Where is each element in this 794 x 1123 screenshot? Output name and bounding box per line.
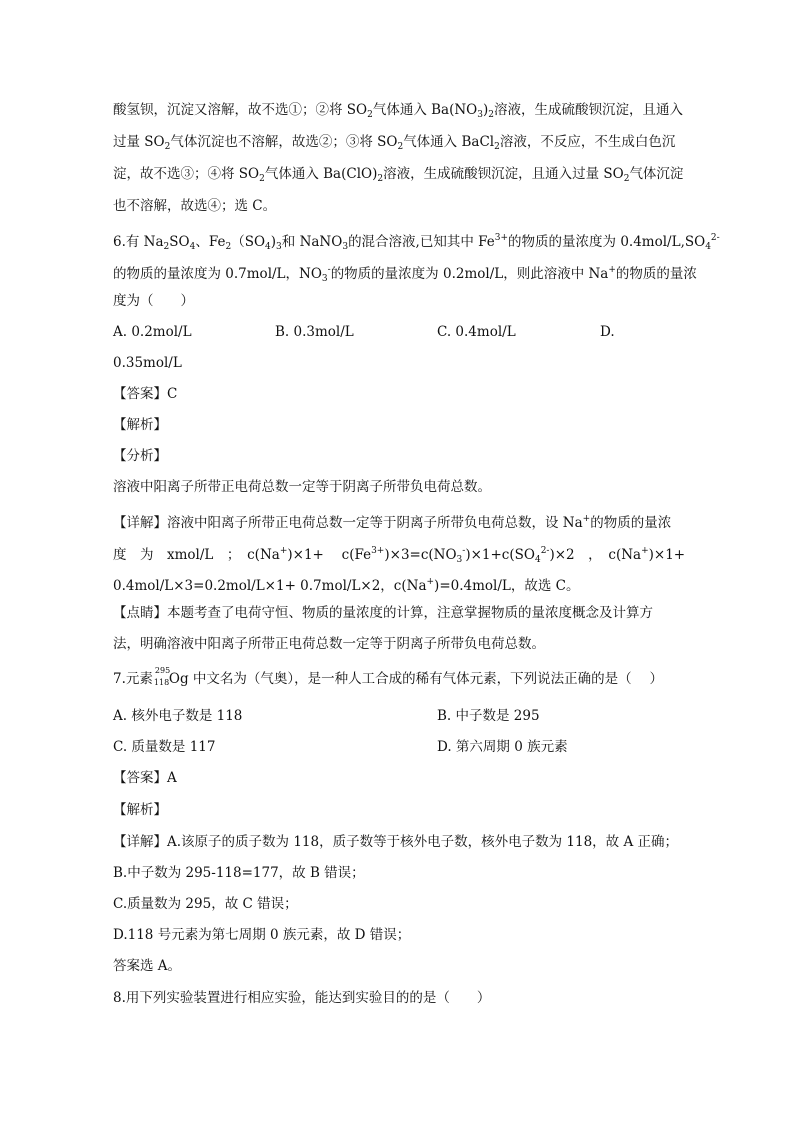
q6-stem-line-2: 的物质的量浓度为 0.7mol/L，$NO_3^-$的物质的量浓度为 0.2mol/L，则此溶液中 Na+的物质的量浓 [113,265,697,284]
q6-analysis-label: 【解析】 [113,417,167,433]
detail-label: 【详解】 [113,515,167,531]
prev-line-2: 过量 $SO_2$气体沉淀也不溶解，故选②；③将 $SO_2$气体通入 BaCl$_2$溶液，不反应，不生成白色沉 [113,134,676,152]
q7-option-d: D. 第六周期 0 族元素 [437,739,568,755]
q6-option-c: C. 0.4mol/L [437,324,516,340]
q7-stem: 7.元素 295 118 Og 中文名为（气奥），是一种人工合成的稀有气体元素，下列说法正确的是（ ） [113,666,663,687]
prev-line-1: 酸氢钡，沉淀又溶解，故不选①；②将 $SO_2$气体通入 $Ba(NO_3)_2$溶液，生成硫酸钡沉淀，且通入 [113,102,684,120]
q6-point-line-1: 【点睛】本题考查了电荷守恒、物质的量浓度的计算，注意掌握物质的量浓度概念及计算方 [113,605,653,621]
prev-line-3: 淀，故不选③；④将 $SO_2$气体通入 $Ba(ClO)_2$溶液，生成硫酸钡沉淀，且通入过量 $SO_2$气体沉淀 [113,166,684,184]
q6-answer: 【答案】C [113,386,178,402]
q6-point-line-2: 法，明确溶液中阳离子所带正电荷总数一定等于阴离子所带负电荷总数。 [113,636,545,652]
q6-detail-line-1: 【详解】溶液中阳离子所带正电荷总数一定等于阴离子所带负电荷总数，设 Na+的物质的量浓 [113,514,672,531]
q7-option-c: C. 质量数是 117 [113,739,216,755]
q7-analysis-label: 【解析】 [113,802,167,818]
q7-answer: 【答案】A [113,770,177,786]
q6-option-d-value: 0.35mol/L [113,355,182,371]
q6-option-b: B. 0.3mol/L [275,324,354,340]
q8-stem: 8.用下列实验装置进行相应实验，能达到实验目的的是（ ） [113,990,491,1006]
q7-detail-line-4: D.118 号元素为第七周期 0 族元素，故 D 错误； [113,927,411,943]
nuclide-notation: 295 118 [153,666,171,687]
q6-detail-line-3: 0.4mol/L×3=0.2mol/L×1+ 0.7mol/L×2，c(Na+)=0.4mol/L，故选 C。 [113,577,580,594]
detail-label: 【详解】 [113,834,167,850]
q6-stem-line-1: 6.有 $Na_2SO_4$、$Fe_2(SO_4)_3$和 NaNO$_3$的混合溶液,已知其中 $Fe^{3+}$的物质的量浓度为 $0.4mol/L,SO_4^{2-}$ [113,233,720,252]
q7-detail-line-2: B.中子数为 295-118=177，故 B 错误； [113,865,365,881]
q6-option-d: D. [600,324,615,340]
q6-fenxi-text: 溶液中阳离子所带正电荷总数一定等于阴离子所带负电荷总数。 [113,479,491,495]
prev-line-4: 也不溶解，故选④；选 C。 [113,198,277,214]
point-label: 【点睛】 [113,605,167,621]
q7-option-a: A. 核外电子数是 118 [113,708,243,724]
q6-option-a: A. 0.2mol/L [113,324,192,340]
q7-detail-line-1: 【详解】A.该原子的质子数为 118，质子数等于核外电子数，核外电子数为 118，故 A 正确； [113,834,678,850]
q7-detail-line-3: C.质量数为 295，故 C 错误； [113,896,298,912]
q6-stem-line-3: 度为（ ） [113,293,194,309]
q7-option-b: B. 中子数是 295 [437,708,540,724]
q6-detail-line-2: 度 为 xmol/L ； c(Na+)×1+ $c(Fe^{3+})\times 3=c(NO_3^-)\times 1+c(SO_4^{2-})\times 2$ ， c(Na+)×1+ [113,546,686,565]
q7-final-answer: 答案选 A。 [113,958,182,974]
q6-fenxi-label: 【分析】 [113,448,167,464]
